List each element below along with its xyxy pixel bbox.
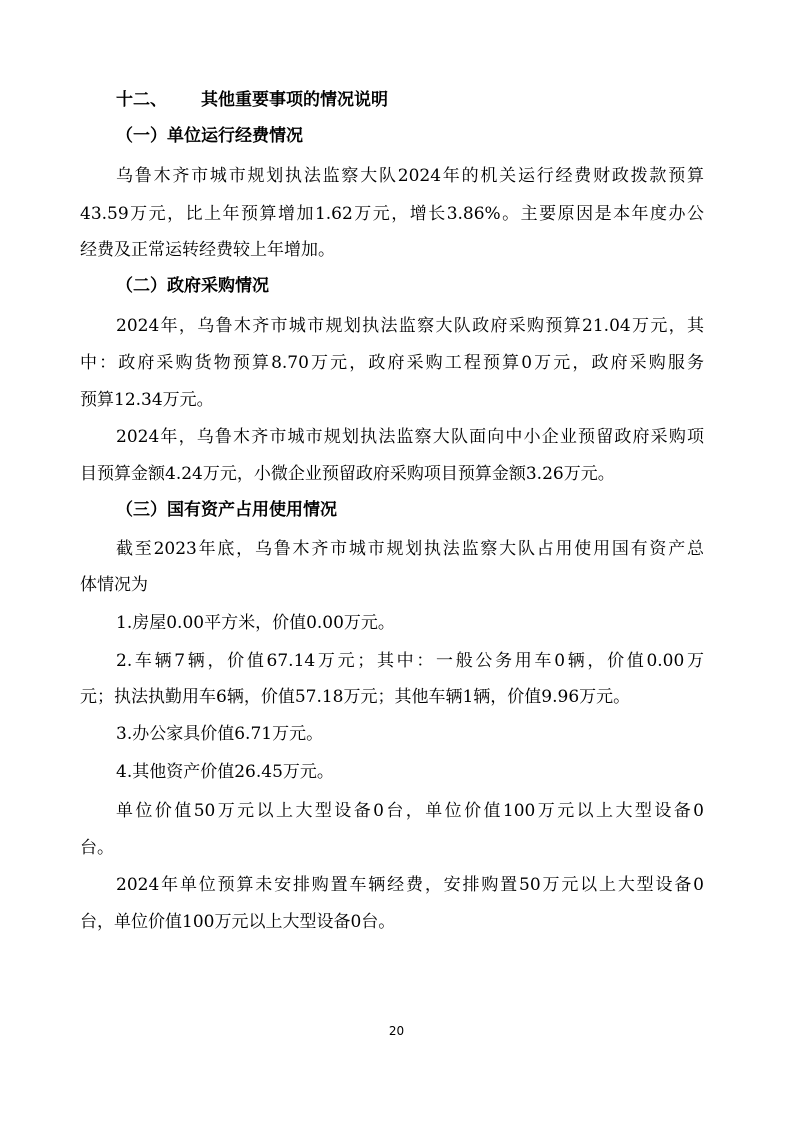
subsection-heading-operating-expenses: （一）单位运行经费情况 xyxy=(116,126,303,146)
asset-item-vehicles-cont: 元；执法执勤用车6辆，价值57.18万元；其他车辆1辆，价值9.96万元。 xyxy=(80,687,631,707)
paragraph-line: 目预算金额4.24万元，小微企业预留政府采购项目预算金额3.26万元。 xyxy=(80,464,615,484)
asset-item-vehicles: 2.车辆7辆，价值67.14万元；其中：一般公务用车0辆，价值0.00万 xyxy=(116,651,704,671)
section-heading xyxy=(116,88,388,112)
paragraph-line: 2024年单位预算未安排购置车辆经费，安排购置50万元以上大型设备0 xyxy=(116,875,704,895)
section-number: 十二、 xyxy=(116,90,167,110)
paragraph-line: 截至2023年底，乌鲁木齐市城市规划执法监察大队占用使用国有资产总 xyxy=(116,539,704,559)
paragraph-line: 43.59万元，比上年预算增加1.62万元，增长3.86%。主要原因是本年度办公 xyxy=(80,204,704,224)
subsection-heading-state-assets: （三）国有资产占用使用情况 xyxy=(116,500,337,520)
paragraph-line: 经费及正常运转经费较上年增加。 xyxy=(80,240,335,260)
subsection-heading-procurement: （二）政府采购情况 xyxy=(116,276,269,296)
section-title: 其他重要事项的情况说明 xyxy=(201,90,388,110)
paragraph-line: 单位价值50万元以上大型设备0台，单位价值100万元以上大型设备0 xyxy=(116,801,704,821)
paragraph-line: 中：政府采购货物预算8.70万元，政府采购工程预算0万元，政府采购服务 xyxy=(80,353,704,373)
page-number: 20 xyxy=(388,1024,405,1038)
paragraph-line: 台，单位价值100万元以上大型设备0台。 xyxy=(80,912,396,932)
paragraph-line: 2024年，乌鲁木齐市城市规划执法监察大队面向中小企业预留政府采购项 xyxy=(116,427,704,447)
asset-item-other: 4.其他资产价值26.45万元。 xyxy=(116,762,334,782)
paragraph-line: 预算12.34万元。 xyxy=(80,390,214,410)
paragraph-line: 2024年，乌鲁木齐市城市规划执法监察大队政府采购预算21.04万元，其 xyxy=(116,316,704,336)
paragraph-line: 乌鲁木齐市城市规划执法监察大队2024年的机关运行经费财政拨款预算 xyxy=(116,166,704,186)
paragraph-line: 体情况为 xyxy=(80,575,148,595)
asset-item-furniture: 3.办公家具价值6.71万元。 xyxy=(116,724,324,744)
paragraph-line: 台。 xyxy=(80,838,114,858)
asset-item-housing: 1.房屋0.00平方米，价值0.00万元。 xyxy=(116,613,395,633)
